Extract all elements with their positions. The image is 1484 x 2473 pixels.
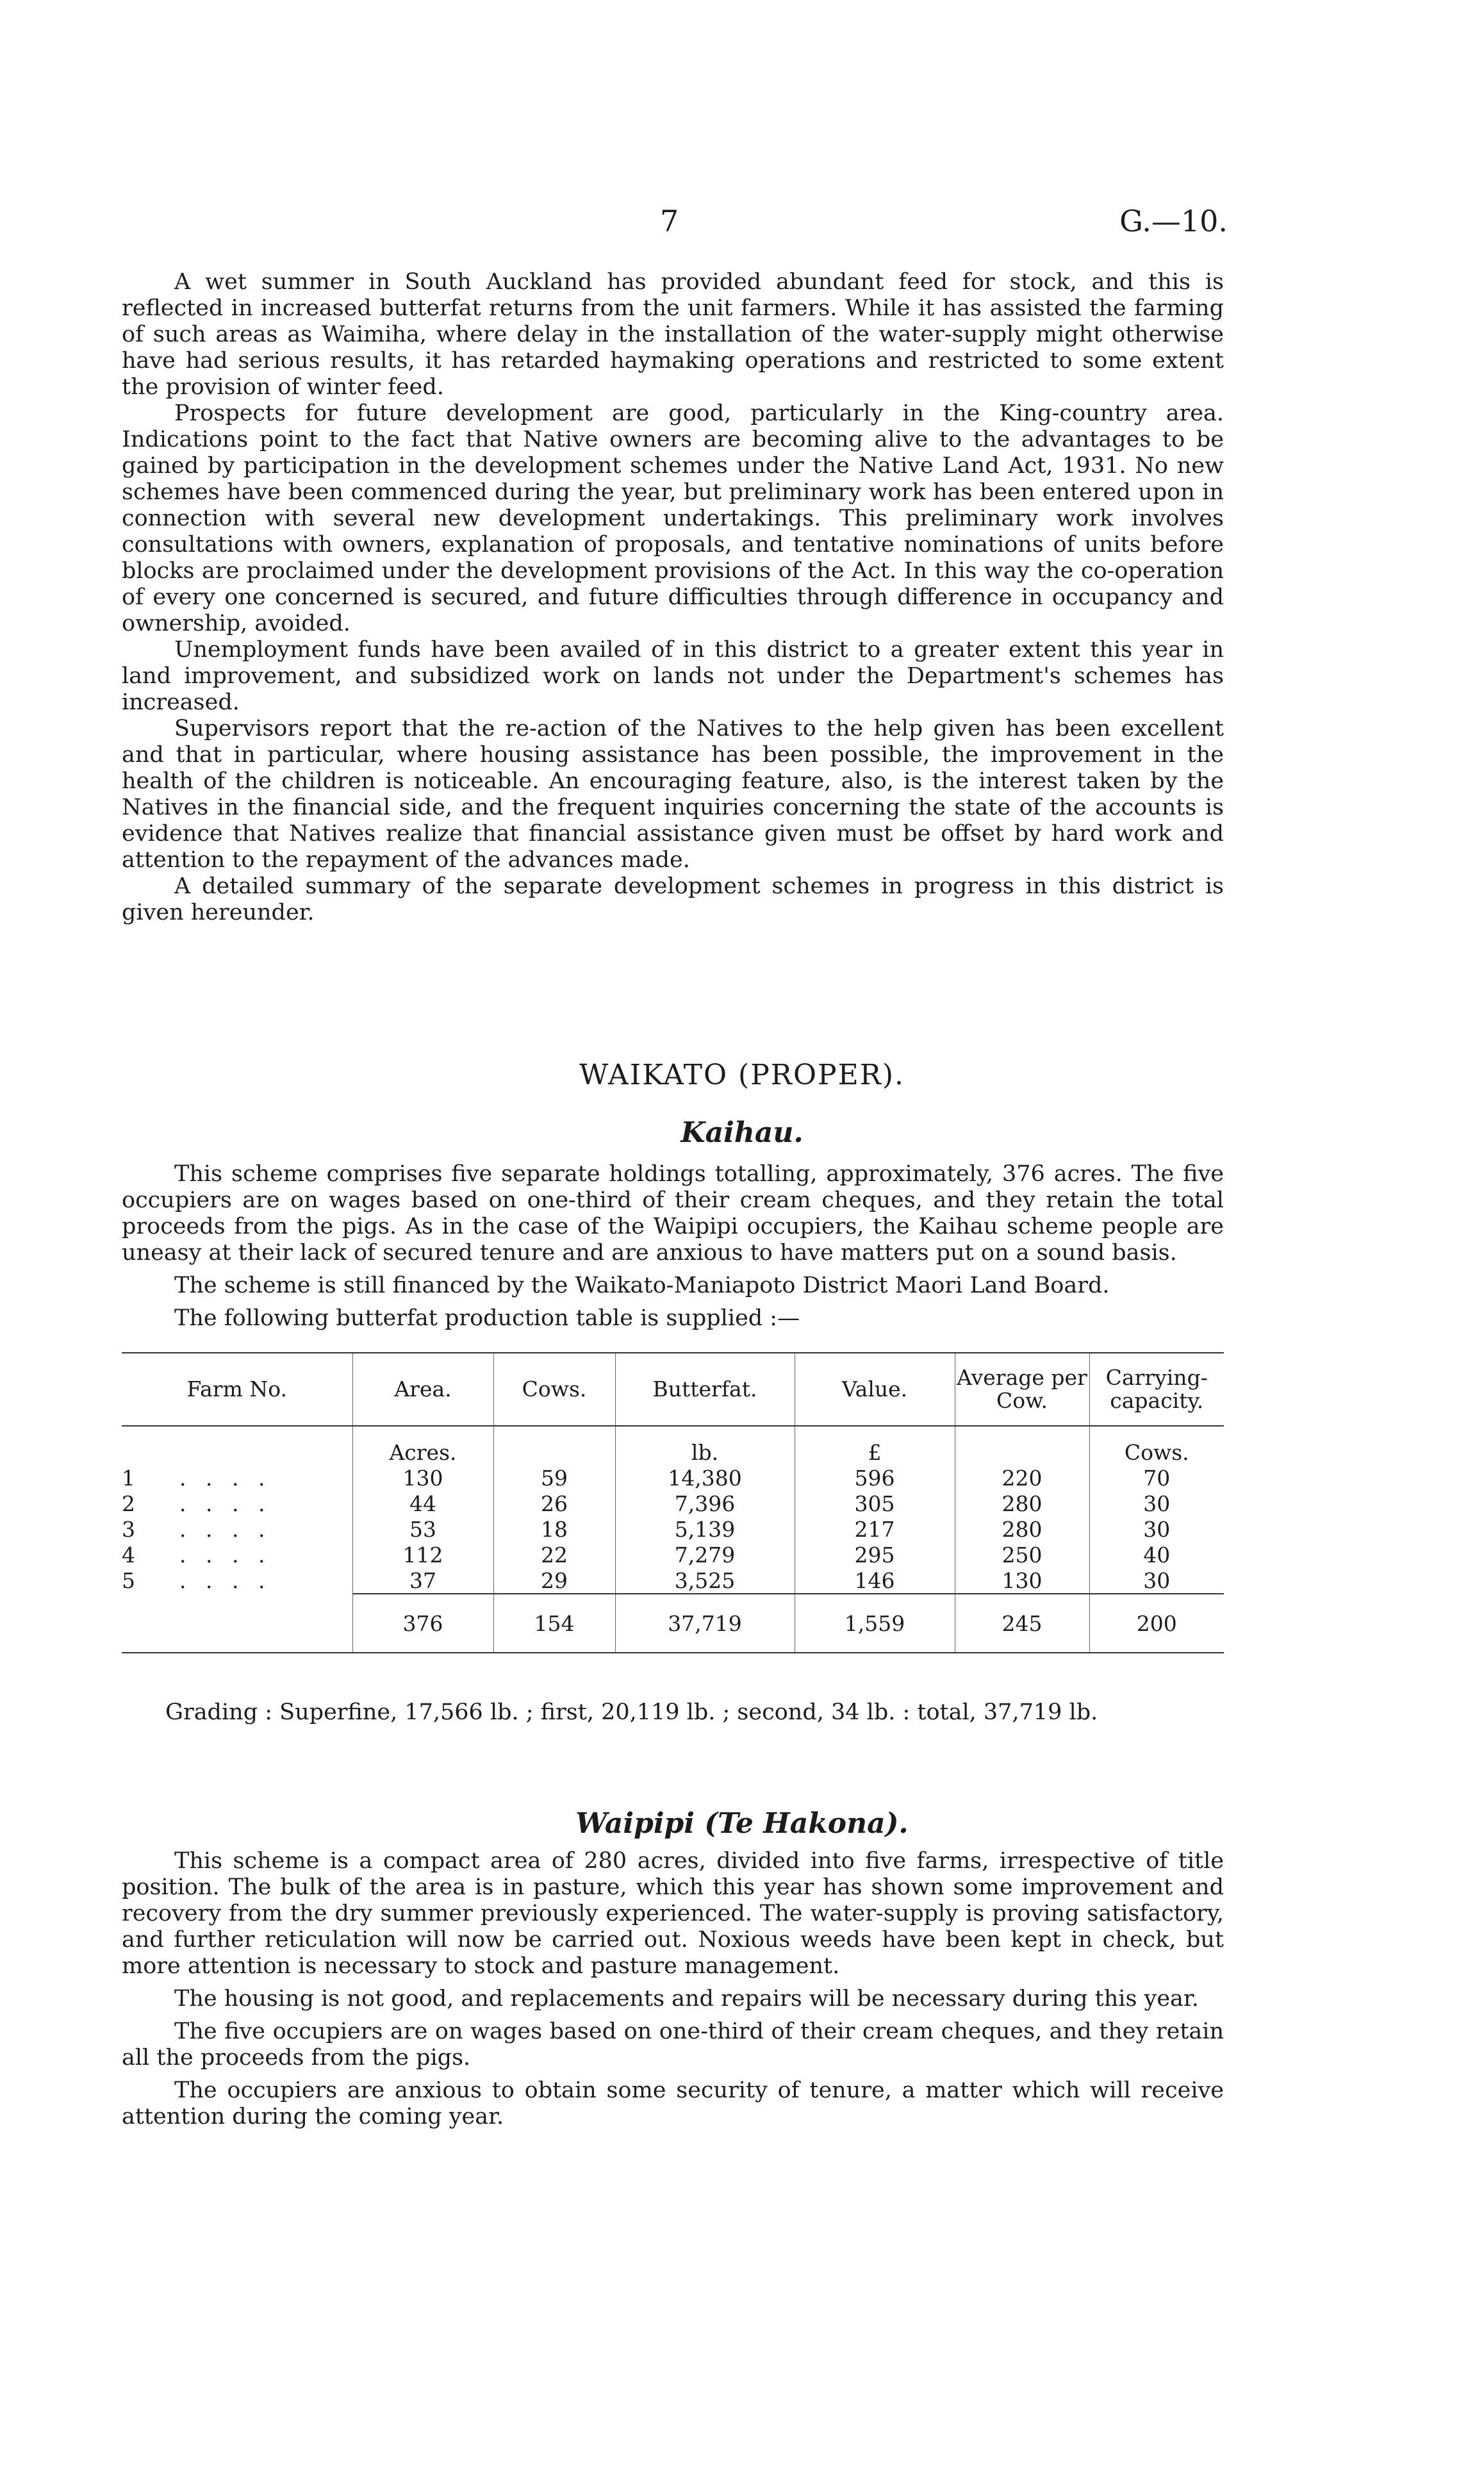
intro-paragraph: Unemployment funds have been availed of in this district to a greater extent this year in land improvement, and subsidized work on lands not under the Department's schemes has increased. (122, 637, 1224, 715)
intro-paragraph: A wet summer in South Auckland has provided abundant feed for stock, and this is reflected in increased butterfat returns from the unit farmers. While it has assisted the farming of such areas as Waimiha, where delay in the installation of the water-supply might otherwise have had serious results, it has retarded haymaking operations and restricted to some extent the provision of winter feed. (122, 269, 1224, 400)
butterfat-production-table (122, 1352, 1224, 1653)
table-cell: 26 (493, 1491, 615, 1516)
table-cell: 59 (493, 1465, 615, 1491)
subsection-heading-waipipi: Waipipi (Te Hakona). (575, 1807, 909, 1840)
table-cell: 280 (955, 1516, 1089, 1542)
table-row (122, 1567, 1224, 1594)
table-cell: 22 (493, 1542, 615, 1567)
leader-dots: . . . . (179, 1542, 272, 1567)
section-heading-waikato: WAIKATO (PROPER). (579, 1059, 905, 1091)
waipipi-paragraph: This scheme is a compact area of 280 acres, divided into five farms, irrespective of title position. The bulk of the area is in pasture, which this year has shown some improvement and recovery from the dry summer previously experienced. The water-supply is proving satisfactory, and further reticulation will now be carried out. Noxious weeds have been kept in check, but more attention is necessary to stock and pasture management. (122, 1848, 1224, 1979)
total-cell: 37,719 (615, 1594, 795, 1653)
table-cell: 37 (352, 1567, 493, 1594)
kaihau-paragraph: The following butterfat production table is supplied :— (174, 1305, 800, 1331)
kaihau-paragraph: This scheme comprises five separate holdings totalling, approximately, 376 acres. The five occupiers are on wages based on one-third of their cream cheques, and they retain the total proceeds from the pigs. As in the case of the Waipipi occupiers, the Kaihau scheme people are uneasy at their lack of secured tenure and are anxious to have matters put on a sound basis. (122, 1161, 1224, 1266)
column-header: Butterfat. (615, 1353, 795, 1426)
farm-number: 4 (122, 1542, 135, 1567)
waipipi-paragraph: The five occupiers are on wages based on one-third of their cream cheques, and they retain all the proceeds from the pigs. (122, 2019, 1224, 2071)
table-header-row (122, 1353, 1224, 1426)
page-number: 7 (660, 204, 679, 238)
farm-number: 5 (122, 1568, 135, 1593)
total-cell: 245 (955, 1594, 1089, 1653)
unit-cell: £ (795, 1426, 955, 1465)
unit-cell: Cows. (1089, 1426, 1224, 1465)
waipipi-paragraph: The housing is not good, and replacements and repairs will be necessary during this year. (174, 1986, 1199, 2012)
table-cell: 53 (352, 1516, 493, 1542)
farm-number: 1 (122, 1465, 135, 1491)
table-row (122, 1542, 1224, 1567)
table-cell: 40 (1089, 1542, 1224, 1567)
table-cell: 44 (352, 1491, 493, 1516)
intro-paragraph: A detailed summary of the separate development schemes in progress in this district is given hereunder. (122, 873, 1224, 925)
farm-number: 3 (122, 1516, 135, 1542)
intro-paragraph: Prospects for future development are good, particularly in the King-country area. Indications point to the fact that Native owners are becoming alive to the advantages to be gained by participation in the development schemes under the Native Land Act, 1931. No new schemes have been commenced during the year, but preliminary work has been entered upon in connection with several new development undertakings. This preliminary work involves consultations with owners, explanation of proposals, and tentative nominations of units before blocks are proclaimed under the development provisions of the Act. In this way the co-operation of every one concerned is secured, and future difficulties through difference in occupancy and ownership, avoided. (122, 401, 1224, 636)
table-cell: 250 (955, 1542, 1089, 1567)
table-cell: 3,525 (615, 1567, 795, 1594)
table-cell: 596 (795, 1465, 955, 1491)
waipipi-section (122, 1848, 1224, 2137)
leader-dots: . . . . (179, 1516, 272, 1542)
kaihau-section (122, 1161, 1224, 1338)
column-header: Farm No. (122, 1353, 352, 1426)
kaihau-paragraph: The scheme is still financed by the Waikato-Maniapoto District Maori Land Board. (174, 1273, 1110, 1298)
document-code: G.—10. (1119, 204, 1228, 238)
table-cell: 5,139 (615, 1516, 795, 1542)
table-cell: 14,380 (615, 1465, 795, 1491)
table-cell: 305 (795, 1491, 955, 1516)
table-cell: 30 (1089, 1516, 1224, 1542)
table-cell: 29 (493, 1567, 615, 1594)
column-header: Cows. (493, 1353, 615, 1426)
column-header: Value. (795, 1353, 955, 1426)
units-row (122, 1426, 1224, 1465)
column-header: Average per Cow. (955, 1353, 1089, 1426)
total-cell: 376 (352, 1594, 493, 1653)
table-cell: 146 (795, 1567, 955, 1594)
table-cell: 130 (352, 1465, 493, 1491)
table-cell: 130 (955, 1567, 1089, 1594)
column-header: Carrying-capacity. (1089, 1353, 1224, 1426)
farm-number-cell (122, 1516, 352, 1542)
total-cell: 1,559 (795, 1594, 955, 1653)
unit-cell (122, 1426, 352, 1465)
table-cell: 7,396 (615, 1491, 795, 1516)
column-header: Area. (352, 1353, 493, 1426)
subsection-heading-kaihau: Kaihau. (680, 1116, 804, 1149)
table-cell: 220 (955, 1465, 1089, 1491)
table-cell: 217 (795, 1516, 955, 1542)
unit-cell: Acres. (352, 1426, 493, 1465)
table-row (122, 1465, 1224, 1491)
table-cell: 7,279 (615, 1542, 795, 1567)
intro-paragraph: Supervisors report that the re-action of the Natives to the help given has been excellent and that in particular, where housing assistance has been possible, the improvement in the health of the children is noticeable. An encouraging feature, also, is the interest taken by the Natives in the financial side, and the frequent inquiries concerning the state of the accounts is evidence that Natives realize that financial assistance given must be offset by hard work and attention to the repayment of the advances made. (122, 716, 1224, 873)
unit-cell: lb. (615, 1426, 795, 1465)
total-cell: 200 (1089, 1594, 1224, 1653)
leader-dots: . . . . (179, 1491, 272, 1516)
waipipi-paragraph: The occupiers are anxious to obtain some security of tenure, a matter which will receive attention during the coming year. (122, 2078, 1224, 2130)
table-row (122, 1516, 1224, 1542)
farm-number-cell (122, 1567, 352, 1594)
unit-cell (955, 1426, 1089, 1465)
table-row (122, 1491, 1224, 1516)
grading-line: Grading : Superfine, 17,566 lb. ; first, 20,119 lb. ; second, 34 lb. : total, 37,719 lb. (165, 1700, 1098, 1725)
farm-number: 2 (122, 1491, 135, 1516)
table-cell: 295 (795, 1542, 955, 1567)
farm-number-cell (122, 1491, 352, 1516)
total-cell: 154 (493, 1594, 615, 1653)
farm-number-cell (122, 1465, 352, 1491)
intro-section (122, 269, 1224, 926)
table-cell: 280 (955, 1491, 1089, 1516)
farm-number-cell (122, 1542, 352, 1567)
leader-dots: . . . . (179, 1568, 272, 1593)
table-cell: 112 (352, 1542, 493, 1567)
table-cell: 70 (1089, 1465, 1224, 1491)
table-cell: 30 (1089, 1491, 1224, 1516)
leader-dots: . . . . (179, 1465, 272, 1491)
table-cell: 30 (1089, 1567, 1224, 1594)
totals-row (122, 1594, 1224, 1653)
unit-cell (493, 1426, 615, 1465)
total-cell (122, 1594, 352, 1653)
table-cell: 18 (493, 1516, 615, 1542)
